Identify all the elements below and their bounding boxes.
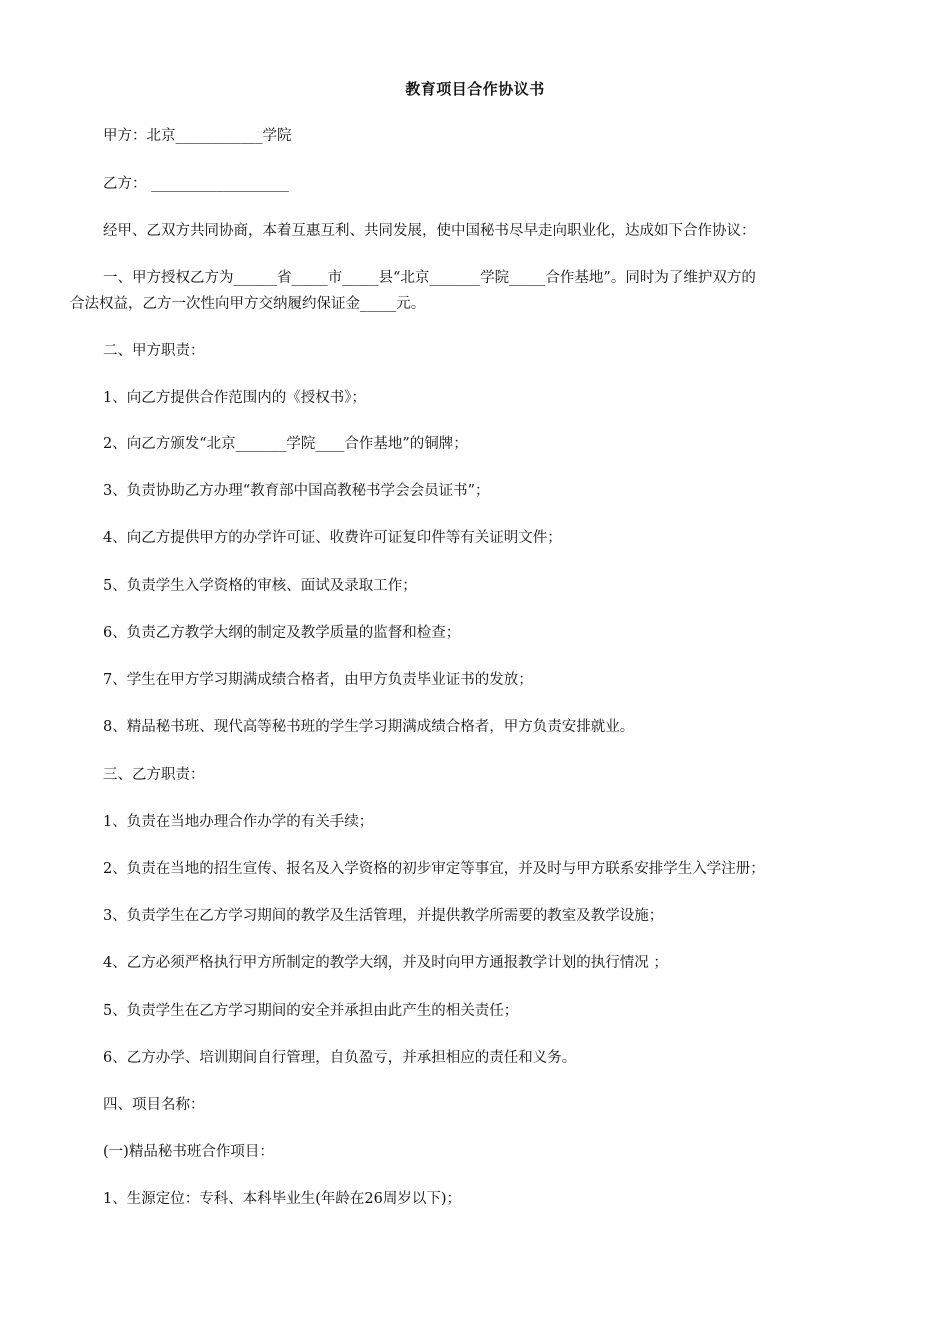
section-3-item: 4、乙方必须严格执行甲方所制定的教学大纲，并及时向甲方通报教学计划的执行情况 ； bbox=[103, 955, 668, 971]
section-3-item: 1、负责在当地办理合作办学的有关手续； bbox=[103, 814, 374, 830]
intro-paragraph: 经甲、乙双方共同协商，本着互惠互利、共同发展，使中国秘书尽早走向职业化，达成如下合作协议： bbox=[103, 223, 756, 239]
section-2-item: 5、负责学生入学资格的审核、面试及录取工作； bbox=[103, 578, 417, 594]
section-2-item: 7、学生在甲方学习期满成绩合格者，由甲方负责毕业证书的发放； bbox=[103, 672, 533, 688]
section-4-item: 1、生源定位：专科、本科毕业生(年龄在26周岁以下)； bbox=[103, 1191, 461, 1207]
clause-1-line-2: 合法权益，乙方一次性向甲方交纳履约保证金_____元。 bbox=[70, 296, 426, 312]
section-2-item: 3、负责协助乙方办理“教育部中国高教秘书学会会员证书”； bbox=[103, 483, 490, 499]
party-b-line: 乙方： ___________________ bbox=[103, 176, 289, 192]
party-a-line: 甲方：北京____________学院 bbox=[103, 128, 292, 144]
section-3-item: 2、负责在当地的招生宣传、报名及入学资格的初步审定等事宜，并及时与甲方联系安排学生入学注册； bbox=[103, 861, 765, 877]
section-4-heading: 四、项目名称： bbox=[103, 1097, 205, 1113]
section-3-item: 6、乙方办学、培训期间自行管理，自负盈亏，并承担相应的责任和义务。 bbox=[103, 1050, 577, 1066]
section-3-heading: 三、乙方职责： bbox=[103, 767, 205, 783]
document-title: 教育项目合作协议书 bbox=[405, 80, 545, 98]
section-2-item: 1、向乙方提供合作范围内的《授权书》； bbox=[103, 390, 366, 406]
section-2-item: 2、向乙方颁发“北京_______学院____合作基地”的铜牌； bbox=[103, 436, 468, 452]
clause-1-line-1: 一、甲方授权乙方为______省_____市_____县“北京_______学院_____合作基地”。同时为了维护双方的 bbox=[103, 270, 756, 286]
section-2-item: 4、向乙方提供甲方的办学许可证、收费许可证复印件等有关证明文件； bbox=[103, 530, 562, 546]
section-2-item: 6、负责乙方教学大纲的制定及教学质量的监督和检查； bbox=[103, 625, 461, 641]
section-4-subheading: (一)精品秘书班合作项目： bbox=[103, 1144, 274, 1160]
section-3-item: 5、负责学生在乙方学习期间的安全并承担由此产生的相关责任； bbox=[103, 1003, 519, 1019]
section-3-item: 3、负责学生在乙方学习期间的教学及生活管理，并提供教学所需要的教室及教学设施； bbox=[103, 908, 664, 924]
section-2-heading: 二、甲方职责： bbox=[103, 343, 205, 359]
section-2-item: 8、精品秘书班、现代高等秘书班的学生学习期满成绩合格者，甲方负责安排就业。 bbox=[103, 719, 635, 735]
